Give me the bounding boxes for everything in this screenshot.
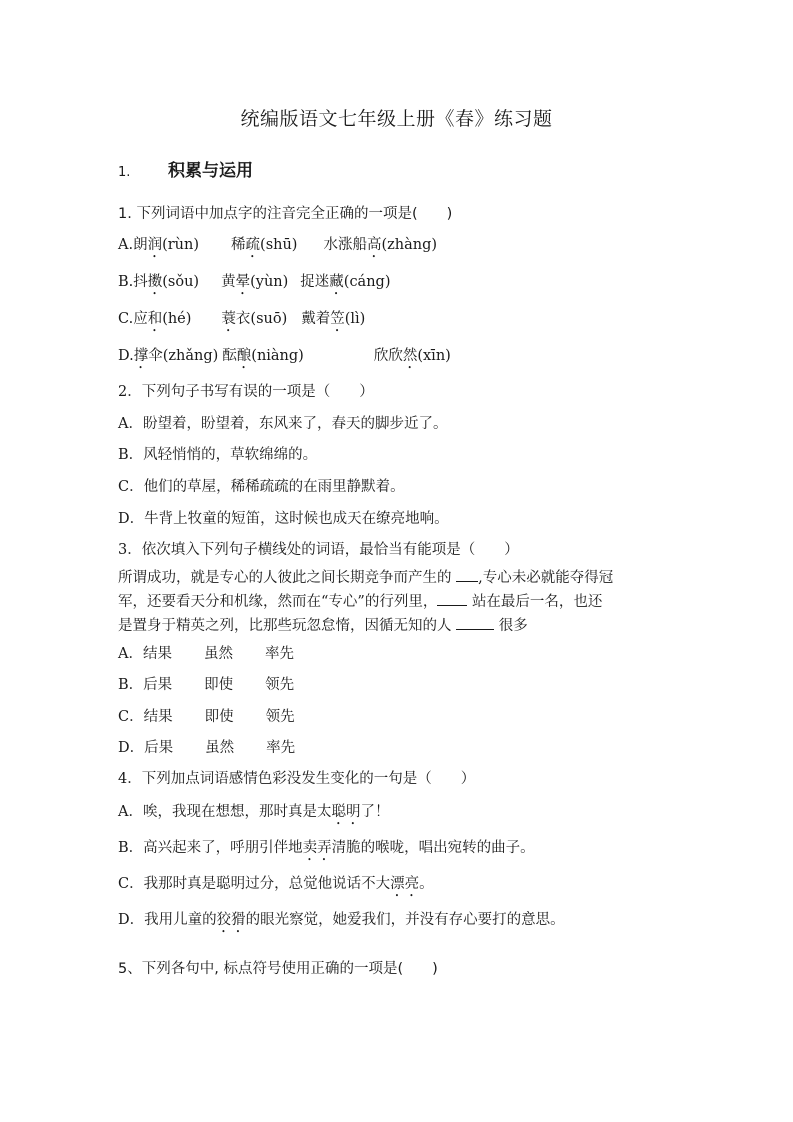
q1d-w1-dotted: 撑: [133, 348, 149, 364]
q1b-w1-pinyin: (sǒu): [162, 274, 200, 290]
q3c-label: C．: [118, 709, 144, 725]
section-number: 1.: [118, 165, 131, 180]
q1b-w3-pinyin: (cáng): [343, 274, 391, 290]
q1d-w2-pinyin: (niàng): [251, 348, 304, 364]
q1a-w2-dotted: 疏: [245, 237, 261, 253]
q3b-word-2: 即使: [204, 677, 234, 693]
q5-stem: 5、下列各句中, 标点符号使用正确的一项是( ): [118, 961, 438, 977]
q1c-w2-pinyin: (suō): [250, 311, 288, 327]
q3-text-4: 站在最后一名，也还: [471, 594, 603, 610]
q4c-dotted-word: 漂亮: [390, 876, 420, 892]
q4-stem: 4．下列加点词语感情色彩没发生变化的一句是（ ）: [118, 771, 476, 787]
q1a-w1-pinyin: (rùn): [162, 237, 200, 253]
q1a-w3-dotted: 高: [366, 237, 382, 253]
q3-text-1: 所谓成功，就是专心的人彼此之间长期竞争而产生的: [118, 570, 452, 586]
q1d-w3-plain: 欣欣: [373, 348, 403, 364]
q3-blank-3: [456, 615, 494, 630]
q1c-w1-plain: 应: [133, 311, 148, 327]
q1-option-d: [118, 344, 451, 372]
q3c-word-2: 即使: [204, 709, 234, 725]
q3a-word-2: 虽然: [203, 646, 233, 662]
q4-option-a: [118, 800, 389, 828]
q1b-w2-plain: 黄: [221, 274, 236, 290]
q3-text-5: 是置身于精英之列，比那些玩忽怠惰，因循无知的人: [118, 618, 452, 634]
q1d-w3-pinyin: (xīn): [417, 348, 451, 364]
q1a-w1-dotted: 润: [147, 237, 163, 253]
q4-option-d: [118, 908, 565, 936]
q1d-w1-pinyin: (zhǎng): [162, 348, 219, 364]
q1a-w2-plain: 稀: [231, 237, 246, 253]
q3-option-d: [118, 736, 295, 757]
q1b-w1-dotted: 擞: [147, 274, 163, 290]
q4c-post: 。: [419, 876, 434, 892]
q3-text-3: 军，还要看天分和机缘，然而在“专心”的行列里，: [118, 594, 438, 610]
q1a-w2-pinyin: (shū): [260, 237, 298, 253]
q1c-w2-plain: 衣: [235, 311, 251, 327]
q2-option-a: A．盼望着，盼望着，东风来了，春天的脚步近了。: [118, 416, 448, 432]
q1b-w2-dotted: 晕: [235, 274, 251, 290]
q1c-w3-plain: 戴着: [301, 311, 331, 327]
section-heading: [118, 156, 253, 181]
q1a-w3-plain: 水涨船: [323, 237, 367, 253]
q1b-label: B.: [118, 274, 134, 290]
q3-text-2: ,专心未必就能夺得冠: [478, 570, 614, 586]
q1c-w1-pinyin: (hé): [162, 311, 192, 327]
q3-text-6: 很多: [498, 618, 528, 634]
q1b-w1-plain: 抖: [133, 274, 148, 290]
section-name: 积累与运用: [168, 161, 253, 181]
q3-option-b: [118, 673, 294, 694]
q1d-label: D.: [118, 348, 134, 364]
q4a-post: 了！: [360, 804, 390, 820]
q3-passage-line-2: [118, 590, 678, 614]
q3d-word-3: 率先: [266, 740, 296, 756]
q1c-label: C.: [118, 311, 134, 327]
q1-option-a: [118, 233, 437, 261]
q3b-word-3: 领先: [265, 677, 295, 693]
q1-option-c: [118, 307, 365, 335]
q3c-word-1: 结果: [143, 709, 173, 725]
q3-stem: 3．依次填入下列句子横线处的词语，最恰当有能项是（ ）: [118, 542, 519, 558]
q3d-word-1: 后果: [144, 740, 174, 756]
page-title: 统编版语文七年级上册《春》练习题: [240, 108, 553, 130]
q4-option-b: [118, 836, 535, 864]
q4b-post: 清脆的喉咙，唱出宛转的曲子。: [331, 840, 535, 856]
q1a-label: A.: [118, 237, 134, 253]
q3b-word-1: 后果: [143, 677, 173, 693]
q3-blank-1: [456, 567, 478, 582]
q3-passage-line-3: [118, 614, 678, 638]
q4d-post: 的眼光察觉，她爱我们，并没有存心要打的意思。: [245, 912, 565, 928]
q4d-dotted-word: 狡猾: [216, 912, 246, 928]
q3a-label: A．: [118, 646, 143, 662]
q3-passage: [118, 566, 678, 638]
q3-option-c: [118, 705, 295, 726]
q1d-w2-plain: 酝: [222, 348, 237, 364]
q1b-w3-plain: 捉迷: [300, 274, 330, 290]
q2-option-d: D．牛背上牧童的短笛，这时候也成天在缭亮地响。: [118, 511, 449, 527]
q2-option-b: B．风轻悄悄的，草软绵绵的。: [118, 447, 318, 463]
q1-option-b: [118, 270, 390, 298]
q3c-word-3: 领先: [265, 709, 295, 725]
q3b-label: B．: [118, 677, 144, 693]
q3-passage-line-1: [118, 566, 678, 590]
q1d-w3-dotted: 然: [402, 348, 418, 364]
q4a-pre: A．唉，我现在想想，那时真是太: [118, 804, 332, 820]
q4-option-c: [118, 872, 434, 900]
q4b-pre: B．高兴起来了，呼朋引伴地: [118, 840, 303, 856]
q1d-w2-dotted: 酿: [236, 348, 252, 364]
q1b-w2-pinyin: (yùn): [250, 274, 289, 290]
q1d-w1-plain: 伞: [148, 348, 163, 364]
q1a-w1-plain: 朗: [133, 237, 148, 253]
q2-option-c: C．他们的草屋，稀稀疏疏的在雨里静默着。: [118, 479, 405, 495]
q3a-word-1: 结果: [142, 646, 172, 662]
q1a-w3-pinyin: (zhàng): [381, 237, 438, 253]
q3a-word-3: 率先: [264, 646, 294, 662]
q4d-pre: D．我用儿童的: [118, 912, 217, 928]
q1c-w3-dotted: 笠: [330, 311, 345, 327]
q2-stem: 2．下列句子书写有误的一项是（ ）: [118, 384, 374, 400]
q3-blank-2: [437, 591, 467, 606]
q4c-pre: C．我那时真是聪明过分，总觉他说话不大: [118, 876, 391, 892]
q1c-w2-dotted: 蓑: [221, 311, 236, 327]
q3-option-a: [118, 642, 294, 663]
q3d-label: D．: [118, 740, 145, 756]
q1b-w3-dotted: 藏: [329, 274, 344, 290]
q1-stem: 1. 下列词语中加点字的注音完全正确的一项是( ): [118, 206, 453, 222]
q3d-word-2: 虽然: [205, 740, 235, 756]
q1c-w3-pinyin: (lì): [344, 311, 366, 327]
q4a-dotted-word: 聪明: [331, 804, 361, 820]
q1c-w1-dotted: 和: [147, 311, 163, 327]
q4b-dotted-word: 卖弄: [302, 840, 332, 856]
